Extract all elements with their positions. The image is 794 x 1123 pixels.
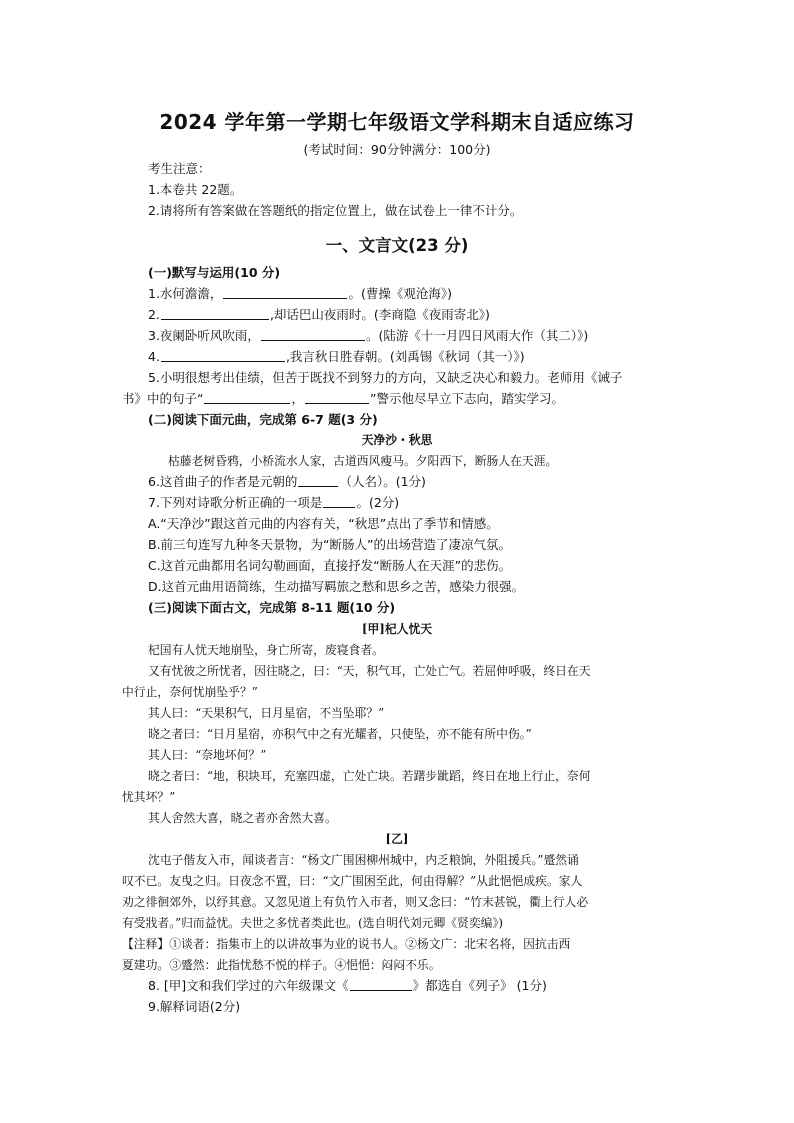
exam-title: 2024 学年第一学期七年级语文学科期末自适应练习: [159, 110, 635, 134]
poem-text: 枯藤老树昏鸦，小桥流水人家，古道西风瘦马。夕阳西下，断肠人在天涯。: [168, 454, 558, 468]
answer-blank: [161, 307, 269, 320]
passage-jia-p6-l1: 晓之者曰：“地，积块耳，充塞四虚，亡处亡块。若躇步跐蹈，终日在地上行止，奈何: [148, 769, 591, 783]
question-3-source: 。(陆游《十一月四日风雨大作（其二）》): [365, 328, 589, 343]
question-3-text: 3.夜阑卧听风吹雨，: [148, 328, 260, 343]
exam-subtitle: (考试时间：90分钟满分：100分): [303, 142, 491, 157]
passage-yi-l1: 沈屯子偕友入市，闻谈者言：“杨文广围困柳州城中，内乏粮饷，外阻援兵。”蹙然诵: [148, 853, 579, 867]
question-2-number: 2.: [148, 307, 160, 322]
question-1-text: 1.水何澹澹，: [148, 286, 223, 301]
answer-blank: [323, 495, 355, 508]
part-2-heading: (二)阅读下面元曲，完成第 6-7 题(3 分): [148, 412, 378, 427]
answer-blank: [161, 349, 285, 362]
question-5-line-1: 5.小明很想考出佳绩，但苦于既找不到努力的方向，又缺乏决心和毅力。老师用《诫子: [148, 370, 623, 385]
question-6-text: 6.这首曲子的作者是元朝的: [148, 474, 298, 489]
passage-jia-p4: 晓之者曰：“日月星宿，亦积气中之有光耀者，只使坠，亦不能有所中伤。”: [148, 727, 532, 741]
question-5-text-c: ”警示他尽早立下志向，踏实学习。: [370, 391, 564, 406]
option-b: B.前三句连写九种冬天景物，为“断肠人”的出场营造了凄凉气氛。: [148, 537, 512, 552]
part-3-heading: (三)阅读下面古文，完成第 8-11 题(10 分): [148, 600, 396, 615]
notice-item-2: 2.请将所有答案做在答题纸的指定位置上，做在试卷上一律不计分。: [148, 203, 523, 218]
answer-blank: [350, 978, 412, 991]
question-4-text: ,我言秋日胜春朝。(刘禹锡《秋词（其一）》): [285, 349, 525, 364]
question-4: [148, 348, 525, 366]
notes-line-2: 夏建功。③蹙然：此指忧愁不悦的样子。④悒悒：闷闷不乐。: [122, 958, 441, 972]
passage-jia-p5: 其人曰：“奈地坏何？”: [148, 748, 267, 762]
question-4-number: 4.: [148, 349, 160, 364]
question-6: [148, 473, 426, 491]
passage-jia-p7: 其人舍然大喜，晓之者亦舍然大喜。: [148, 811, 337, 825]
passage-yi-l3: 劝之徘徊郊外，以纾其意。又忽见道上有负竹入市者，则又念曰：“竹末甚锐，衢上行人必: [122, 895, 589, 909]
section-1-title: 一、文言文(23 分): [325, 236, 469, 255]
question-1-source: 。(曹操《观沧海》): [348, 286, 452, 301]
question-8-text: 8. [甲]文和我们学过的六年级课文《: [148, 978, 349, 993]
option-c: C.这首元曲都用名词勾勒画面，直接抒发“断肠人在天涯”的悲伤。: [148, 558, 512, 573]
notice-heading: 考生注意：: [148, 161, 211, 176]
question-7: [148, 494, 399, 512]
passage-jia-p3: 其人曰：“天果积气，日月星宿，不当坠耶？”: [148, 706, 385, 720]
poem-title: 天净沙・秋思: [361, 433, 433, 447]
question-7-text: 7.下列对诗歌分析正确的一项是: [148, 495, 323, 510]
passage-jia-p6-l2: 忧其坏？”: [122, 790, 176, 804]
answer-blank: [204, 391, 290, 404]
question-2-text: ,却话巴山夜雨时。(李商隐《夜雨寄北》): [269, 307, 490, 322]
passage-yi-l2: 叹不已。友曳之归。日夜念不置，曰：“文广围困至此，何由得解？”从此悒悒成疾。家人: [122, 874, 583, 888]
answer-blank: [261, 328, 365, 341]
question-6-note: （人名）。(1分): [339, 474, 426, 489]
question-5-text-b: ，: [291, 391, 304, 406]
answer-blank: [298, 474, 338, 487]
passage-jia-title: [甲]杞人忧天: [361, 622, 433, 636]
option-d: D.这首元曲用语简练，生动描写羁旅之愁和思乡之苦，感染力很强。: [148, 579, 525, 594]
question-5-line-2: [122, 390, 564, 408]
notes-line-1: 【注释】①谈者：指集市上的以讲故事为业的说书人。②杨文广：北宋名将，因抗击西: [122, 937, 571, 951]
passage-yi-l4: 有受戕者。”归而益忧。夫世之多忧者类此也。(选自明代刘元卿《贤奕编》): [122, 916, 503, 930]
question-1: [148, 285, 452, 303]
option-a: A.“天净沙”跟这首元曲的内容有关，“秋思”点出了季节和情感。: [148, 516, 499, 531]
passage-jia-p2-l1: 又有忧彼之所忧者，因往晓之，曰：“天，积气耳，亡处亡气。若屈伸呼吸，终日在天: [148, 664, 591, 678]
question-5-text-a: 书》中的句子“: [122, 391, 204, 406]
question-8: [148, 977, 547, 995]
question-7-note: 。(2分): [356, 495, 400, 510]
notice-item-1: 1.本卷共 22题。: [148, 182, 243, 197]
passage-jia-p2-l2: 中行止，奈何忧崩坠乎？”: [122, 685, 258, 699]
part-1-heading: (一)默写与运用(10 分): [148, 265, 281, 280]
answer-blank: [305, 391, 369, 404]
question-9: 9.解释词语(2分): [148, 999, 241, 1014]
question-2: [148, 306, 490, 324]
answer-blank: [223, 286, 347, 299]
passage-yi-title: [乙]: [385, 832, 409, 846]
question-3: [148, 327, 588, 345]
question-8-note: 》都选自《列子》 (1分): [412, 978, 547, 993]
passage-jia-p1: 杞国有人忧天地崩坠，身亡所寄，废寝食者。: [148, 643, 384, 657]
